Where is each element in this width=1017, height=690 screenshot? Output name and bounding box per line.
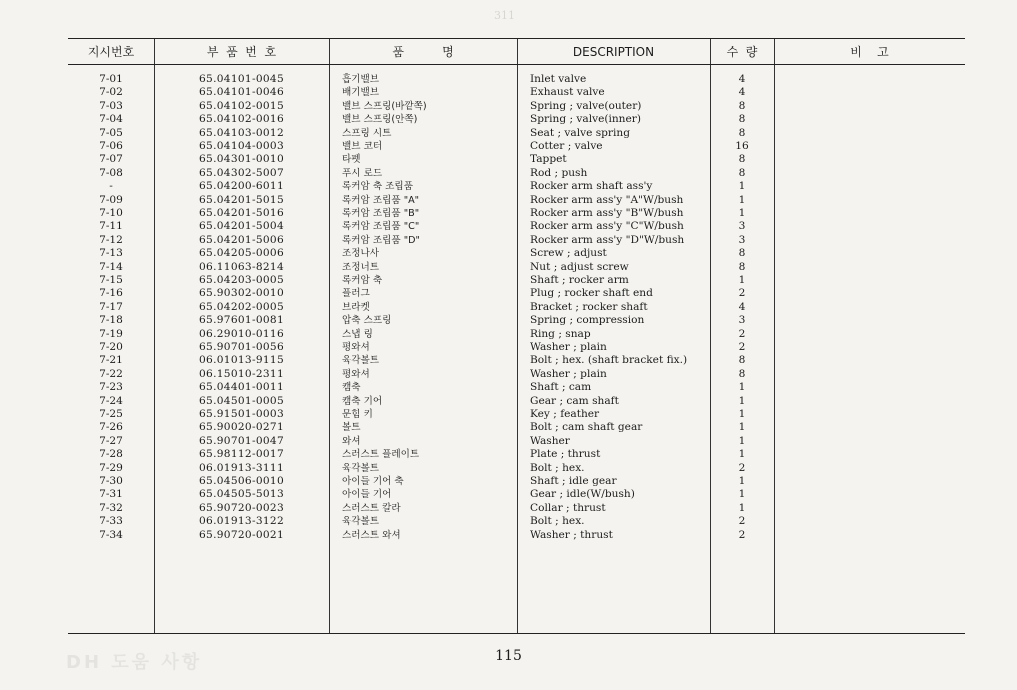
table-row xyxy=(68,395,774,408)
description: Bolt ; hex. xyxy=(530,461,585,474)
quantity: 1 xyxy=(738,434,746,447)
description: Plug ; rocker shaft end xyxy=(530,287,653,300)
bleed-through-text: DH 도움 사항 xyxy=(66,652,203,673)
part-number: 65.90020-0271 xyxy=(199,421,284,434)
description: Washer ; plain xyxy=(530,341,607,353)
part-number: 65.04101-0045 xyxy=(199,73,284,85)
quantity: 8 xyxy=(738,126,746,139)
row-number: 7-04 xyxy=(99,113,123,126)
row-number: 7-18 xyxy=(99,314,123,327)
description: Spring ; valve(inner) xyxy=(530,113,641,126)
part-number: 65.04401-0011 xyxy=(199,381,284,394)
quantity: 1 xyxy=(738,394,746,407)
description: Shaft ; idle gear xyxy=(530,475,617,487)
header-description: DESCRIPTION xyxy=(572,45,655,59)
description: Rocker arm shaft ass'y xyxy=(530,180,653,193)
table-row xyxy=(68,274,774,287)
part-number: 65.04104-0003 xyxy=(199,140,284,152)
korean-name: 볼트 xyxy=(342,422,361,434)
part-number: 65.91501-0003 xyxy=(199,408,284,420)
quantity: 4 xyxy=(738,300,746,313)
part-number: 65.04201-5016 xyxy=(199,207,284,219)
row-number: 7-21 xyxy=(99,354,123,367)
korean-name: 육각볼트 xyxy=(342,355,380,367)
row-number: 7-05 xyxy=(99,126,123,139)
korean-name: 스러스트 와셔 xyxy=(342,529,401,541)
quantity: 1 xyxy=(738,408,746,420)
table-row xyxy=(68,301,774,314)
quantity: 1 xyxy=(738,180,746,193)
part-number: 06.11063-8214 xyxy=(199,260,284,273)
quantity: 8 xyxy=(738,99,746,112)
row-number: 7-08 xyxy=(99,166,123,179)
korean-name: 조정너트 xyxy=(342,261,380,273)
part-number: 65.04205-0006 xyxy=(199,247,284,260)
parts-table xyxy=(68,38,965,634)
row-number: 7-27 xyxy=(99,434,123,447)
korean-name: 록커암 조립품 "A" xyxy=(342,194,420,206)
quantity: 8 xyxy=(738,354,746,367)
quantity: 2 xyxy=(738,515,746,528)
column-divider xyxy=(774,39,775,633)
table-row xyxy=(68,515,774,528)
korean-name: 캠축 기어 xyxy=(342,395,383,407)
table-row xyxy=(68,234,774,247)
korean-name: 캠축 xyxy=(342,382,361,394)
part-number: 65.04301-0010 xyxy=(199,153,284,166)
table-row xyxy=(68,328,774,341)
korean-name: 스러스트 플레이트 xyxy=(342,449,420,461)
quantity: 1 xyxy=(738,207,746,219)
description: Tappet xyxy=(530,153,567,166)
part-number: 65.04506-0010 xyxy=(199,475,284,487)
part-number: 06.01913-3122 xyxy=(199,515,284,528)
description: Rocker arm ass'y "C"W/bush xyxy=(530,220,684,233)
description: Rod ; push xyxy=(530,166,588,179)
part-number: 65.90701-0056 xyxy=(199,341,284,353)
description: Gear ; cam shaft xyxy=(530,394,619,407)
row-number: 7-03 xyxy=(99,99,123,112)
table-row xyxy=(68,502,774,515)
quantity: 1 xyxy=(738,274,746,286)
part-number: 65.04102-0015 xyxy=(199,99,284,112)
table-row xyxy=(68,127,774,140)
korean-name: 스냅 링 xyxy=(342,328,373,340)
description: Washer ; thrust xyxy=(530,528,613,541)
korean-name: 압축 스프링 xyxy=(342,315,392,327)
description: Spring ; valve(outer) xyxy=(530,99,642,112)
header-no: 지시번호 xyxy=(87,45,135,59)
korean-name: 흡기밸브 xyxy=(342,74,380,85)
korean-name: 플러그 xyxy=(342,288,370,300)
row-number: 7-34 xyxy=(99,528,123,541)
page-number: 115 xyxy=(495,648,522,664)
korean-name: 밸브 코터 xyxy=(342,141,383,152)
table-row xyxy=(68,448,774,461)
table-row xyxy=(68,368,774,381)
korean-name: 밸브 스프링(안쪽) xyxy=(342,114,418,126)
description: Spring ; compression xyxy=(530,314,645,327)
row-number: 7-13 xyxy=(99,247,123,260)
korean-name: 배기밸브 xyxy=(342,87,380,99)
quantity: 1 xyxy=(738,193,746,206)
header-qty: 수 량 xyxy=(726,45,758,59)
row-number: 7-22 xyxy=(99,367,123,380)
quantity: 4 xyxy=(738,86,746,99)
description: Plate ; thrust xyxy=(530,448,601,461)
table-row xyxy=(68,100,774,113)
part-number: 65.97601-0081 xyxy=(199,314,284,327)
row-number: 7-16 xyxy=(99,287,123,300)
quantity: 1 xyxy=(738,501,746,514)
korean-name: 문힘 키 xyxy=(342,409,373,420)
table-row xyxy=(68,475,774,488)
row-number: 7-10 xyxy=(99,207,123,219)
korean-name: 평와셔 xyxy=(342,368,370,380)
description: Gear ; idle(W/bush) xyxy=(530,488,635,501)
part-number: 65.04101-0046 xyxy=(199,86,284,99)
part-number: 65.98112-0017 xyxy=(199,448,284,461)
korean-name: 브라켓 xyxy=(342,301,370,313)
korean-name: 조정나사 xyxy=(342,248,380,260)
row-number: 7-26 xyxy=(99,421,123,434)
korean-name: 육각볼트 xyxy=(342,516,380,528)
table-row xyxy=(68,488,774,501)
row-number: 7-33 xyxy=(99,515,123,528)
row-number: 7-02 xyxy=(99,86,123,99)
description: Rocker arm ass'y "B"W/bush xyxy=(530,207,684,219)
quantity: 8 xyxy=(738,166,746,179)
row-number: 7-06 xyxy=(99,140,123,152)
description: Shaft ; rocker arm xyxy=(530,274,629,286)
row-number: 7-24 xyxy=(99,394,123,407)
quantity: 3 xyxy=(738,220,746,233)
row-number: 7-12 xyxy=(99,233,123,246)
table-row xyxy=(68,113,774,126)
header-name: 품 명 xyxy=(392,45,454,59)
table-row xyxy=(68,314,774,327)
faint-top-mark: 311 xyxy=(494,9,515,22)
quantity: 1 xyxy=(738,475,746,487)
row-number: 7-19 xyxy=(99,327,123,340)
table-row xyxy=(68,529,774,542)
quantity: 3 xyxy=(738,233,746,246)
korean-name: 록커암 조립품 "D" xyxy=(342,234,420,246)
part-number: 65.04201-5004 xyxy=(199,220,284,233)
part-number: 65.04302-5007 xyxy=(199,166,284,179)
part-number: 65.90720-0021 xyxy=(199,528,284,541)
table-header xyxy=(68,39,965,65)
row-number: 7-17 xyxy=(99,300,123,313)
quantity: 8 xyxy=(738,247,746,260)
quantity: 3 xyxy=(738,314,746,327)
header-remarks: 비 고 xyxy=(850,45,889,59)
table-row xyxy=(68,167,774,180)
description: Screw ; adjust xyxy=(530,247,607,260)
description: Shaft ; cam xyxy=(530,381,592,394)
quantity: 2 xyxy=(738,341,746,353)
row-number: 7-09 xyxy=(99,193,123,206)
description: Bolt ; cam shaft gear xyxy=(530,421,643,434)
row-number: 7-14 xyxy=(99,260,123,273)
korean-name: 록커암 조립품 "C" xyxy=(342,221,420,233)
description: Bracket ; rocker shaft xyxy=(530,300,648,313)
table-row xyxy=(68,421,774,434)
quantity: 1 xyxy=(738,381,746,394)
table-row xyxy=(68,261,774,274)
row-number: 7-29 xyxy=(99,461,123,474)
korean-name: 록커암 조립품 "B" xyxy=(342,208,420,219)
part-number: 65.04201-5015 xyxy=(199,193,284,206)
table-row xyxy=(68,435,774,448)
part-number: 06.01913-3111 xyxy=(199,461,284,474)
header-part-no: 부 품 번 호 xyxy=(206,45,277,59)
part-number: 65.04203-0005 xyxy=(199,274,284,286)
table-row xyxy=(68,408,774,421)
table-row xyxy=(68,86,774,99)
quantity: 16 xyxy=(735,140,749,152)
row-number: 7-01 xyxy=(99,73,123,85)
row-number: 7-31 xyxy=(99,488,123,501)
korean-name: 스러스트 칼라 xyxy=(342,502,401,514)
table-row xyxy=(68,73,774,86)
korean-name: 록커암 축 조립품 xyxy=(342,181,413,193)
description: Seat ; valve spring xyxy=(530,126,630,139)
row-number: 7-23 xyxy=(99,381,123,394)
table-row xyxy=(68,381,774,394)
korean-name: 아이들 기어 xyxy=(342,489,392,501)
quantity: 2 xyxy=(738,287,746,300)
description: Inlet valve xyxy=(530,73,587,85)
quantity: 1 xyxy=(738,488,746,501)
table-row xyxy=(68,341,774,354)
description: Bolt ; hex. xyxy=(530,515,585,528)
row-number: 7-32 xyxy=(99,501,123,514)
quantity: 2 xyxy=(738,461,746,474)
row-number: 7-07 xyxy=(99,153,123,166)
description: Collar ; thrust xyxy=(530,501,606,514)
quantity: 2 xyxy=(738,528,746,541)
description: Cotter ; valve xyxy=(530,140,603,152)
korean-name: 록커암 축 xyxy=(342,275,383,286)
korean-name: 와셔 xyxy=(342,435,361,447)
korean-name: 육각볼트 xyxy=(342,462,380,474)
description: Bolt ; hex. (shaft bracket fix.) xyxy=(530,354,688,367)
row-number: 7-11 xyxy=(99,220,123,233)
table-row xyxy=(68,207,774,220)
description: Ring ; snap xyxy=(530,327,591,340)
part-number: 65.04201-5006 xyxy=(199,233,284,246)
part-number: 65.90720-0023 xyxy=(199,501,284,514)
part-number: 65.04102-0016 xyxy=(199,113,284,126)
part-number: 65.90302-0010 xyxy=(199,287,284,300)
row-number: 7-30 xyxy=(99,475,123,487)
korean-name: 푸시 로드 xyxy=(342,167,383,179)
korean-name: 스프링 시트 xyxy=(342,127,392,139)
part-number: 65.04202-0005 xyxy=(199,300,284,313)
quantity: 1 xyxy=(738,448,746,461)
table-row xyxy=(68,180,774,193)
part-number: 65.04103-0012 xyxy=(199,126,284,139)
quantity: 8 xyxy=(738,260,746,273)
description: Key ; feather xyxy=(530,408,600,420)
part-number: 65.04501-0005 xyxy=(199,394,284,407)
part-number: 06.29010-0116 xyxy=(199,327,284,340)
quantity: 4 xyxy=(738,73,746,85)
quantity: 8 xyxy=(738,113,746,126)
korean-name: 평와셔 xyxy=(342,342,370,353)
quantity: 1 xyxy=(738,421,746,434)
korean-name: 타펫 xyxy=(342,154,361,166)
table-row xyxy=(68,140,774,153)
part-number: 65.90701-0047 xyxy=(199,434,284,447)
row-number: 7-25 xyxy=(99,408,123,420)
description: Rocker arm ass'y "A"W/bush xyxy=(530,193,684,206)
row-number: 7-15 xyxy=(99,274,123,286)
quantity: 2 xyxy=(738,327,746,340)
table-row xyxy=(68,287,774,300)
quantity: 8 xyxy=(738,367,746,380)
table-row xyxy=(68,220,774,233)
part-number: 06.01013-9115 xyxy=(199,354,284,367)
table-row xyxy=(68,247,774,260)
row-number: 7-28 xyxy=(99,448,123,461)
row-number: - xyxy=(109,180,113,193)
table-row xyxy=(68,153,774,166)
description: Nut ; adjust screw xyxy=(530,260,629,273)
description: Rocker arm ass'y "D"W/bush xyxy=(530,233,685,246)
part-number: 06.15010-2311 xyxy=(199,367,284,380)
table-row xyxy=(68,462,774,475)
table-row xyxy=(68,354,774,367)
row-number: 7-20 xyxy=(99,341,123,353)
part-number: 65.04505-5013 xyxy=(199,488,284,501)
korean-name: 밸브 스프링(바깥쪽) xyxy=(342,100,427,112)
description: Washer ; plain xyxy=(530,367,607,380)
description: Exhaust valve xyxy=(530,86,605,99)
quantity: 8 xyxy=(738,153,746,166)
description: Washer xyxy=(530,434,570,447)
part-number: 65.04200-6011 xyxy=(199,180,284,193)
korean-name: 아이들 기어 축 xyxy=(342,476,404,487)
table-row xyxy=(68,194,774,207)
